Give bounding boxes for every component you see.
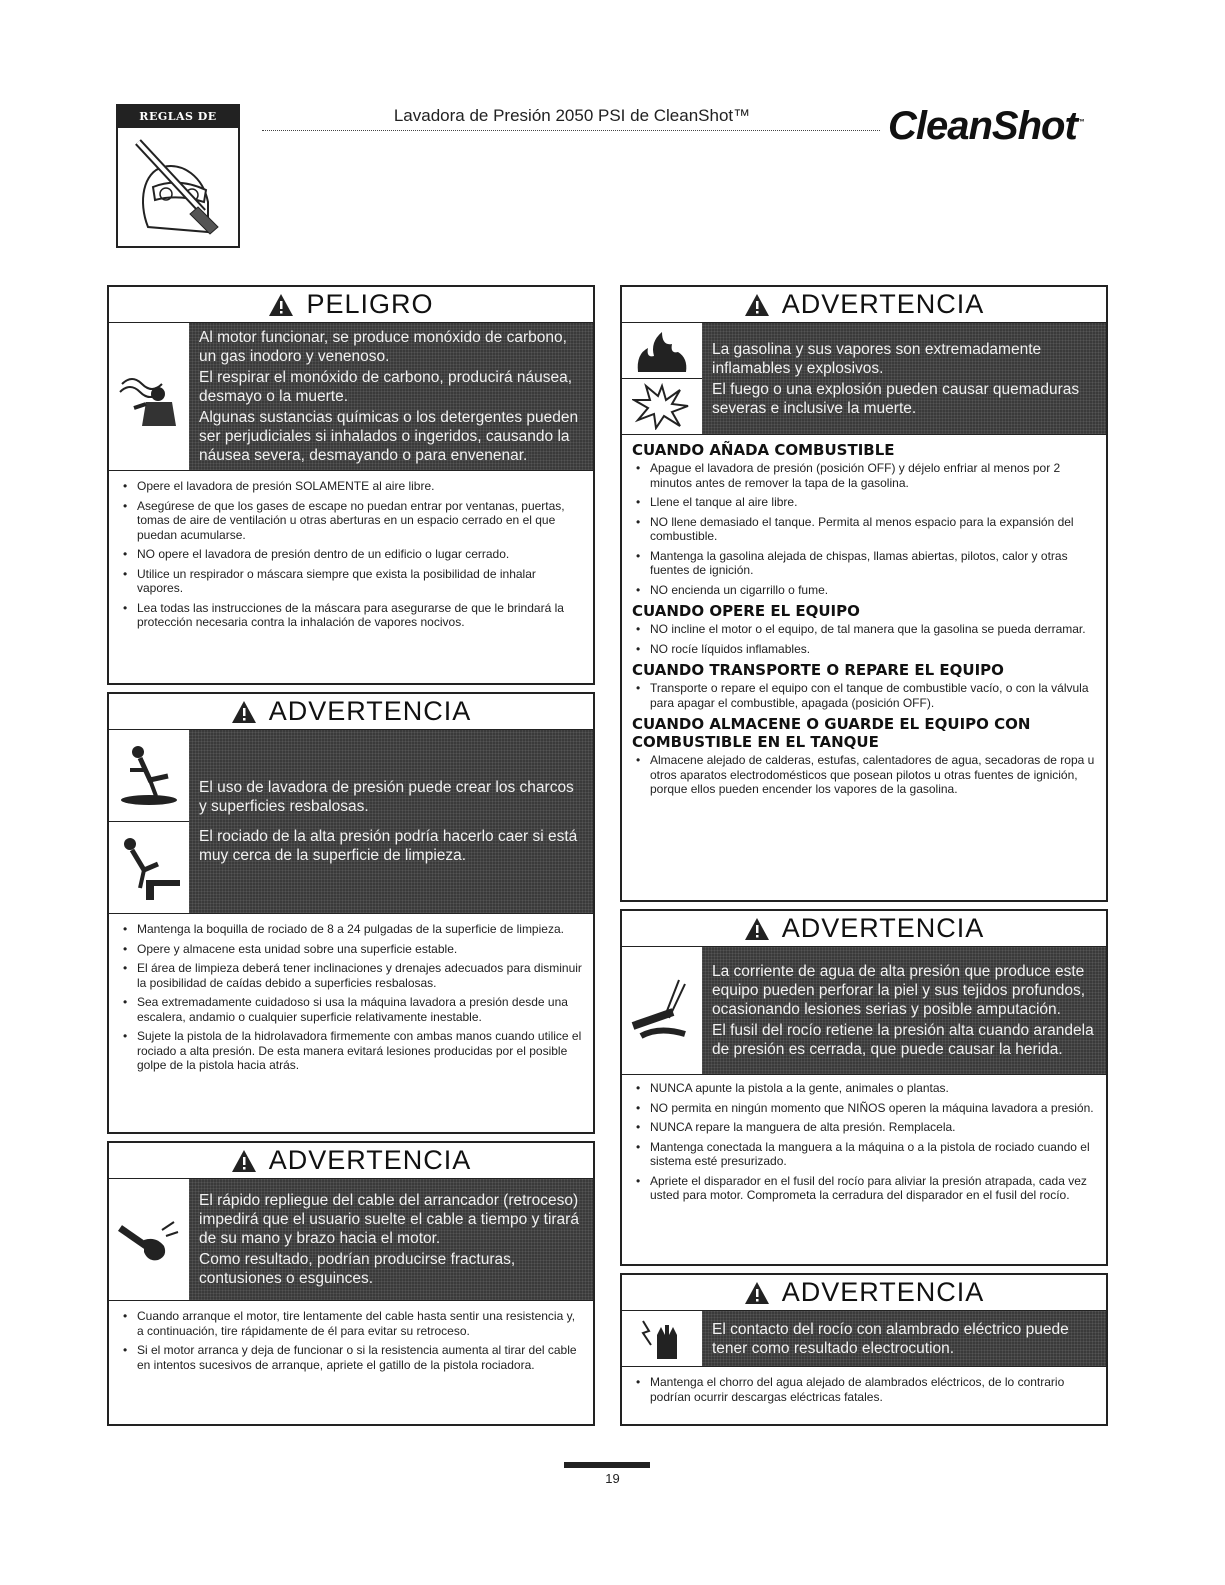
brand-logo: CleanShot™ [888, 104, 1084, 148]
list-item: • NO permita en ningún momento que NIÑOS operen la máquina lavadora a presión. [634, 1101, 1096, 1116]
danger-heading: PELIGRO [109, 287, 593, 323]
warning-triangle-icon [231, 1149, 257, 1173]
warning-fuel-message: La gasolina y sus vapores son extremadamente inflamables y explosivos. El fuego o una explosión pueden causar quemaduras severas e inclusive la muerte. [702, 323, 1106, 434]
list-item: • Sujete la pistola de la hidrolavadora firmemente con ambas manos cuando utilice el rociado a alta presión. De esta manera evitará lesiones producidas por el posible golpe de la pistola hacia atrás. [121, 1029, 583, 1073]
warning-electric-message: El contacto del rocío con alambrado eléctrico puede tener como resultado electrocution. [702, 1311, 1106, 1366]
warning-recoil-box [107, 1141, 595, 1426]
warning-triangle-icon [268, 293, 294, 317]
list-item: • Apriete el disparador en el fusil del rocío para aliviar la presión atrapada, cada vez usted para motor. Comprometa la cerradura del disparador en el fusil del rocío. [634, 1174, 1096, 1203]
list-item: • NO opere el lavadora de presión dentro de un edificio o lugar cerrado. [121, 547, 583, 562]
warning-slip-heading: ADVERTENCIA [109, 694, 593, 730]
slip-fall-icon [116, 740, 182, 810]
warning-spray-icons [622, 947, 702, 1074]
list-item: • Transporte o repare el equipo con el tanque de combustible vacío, o con la válvula para apagar el combustible, apagada (posición OFF). [634, 681, 1096, 710]
warning-triangle-icon [744, 917, 770, 941]
warning-spray-heading: ADVERTENCIA [622, 911, 1106, 947]
electric-shock-icon [637, 1315, 687, 1363]
fuel-transport-list [622, 679, 1106, 710]
safety-rules-badge [116, 104, 240, 248]
warning-spray-hazard-panel [622, 947, 1106, 1075]
title-divider [262, 130, 880, 131]
warning-recoil-heading: ADVERTENCIA [109, 1143, 593, 1179]
warning-spray-box [620, 909, 1108, 1266]
warning-triangle-icon [744, 1281, 770, 1305]
skin-injection-icon [629, 976, 695, 1046]
warning-electric-icons [622, 1311, 702, 1366]
list-item: • Opere y almacene esta unidad sobre una superficie estable. [121, 942, 583, 957]
explosion-icon [632, 382, 692, 430]
warning-slip-box [107, 692, 595, 1134]
warning-fuel-box [620, 285, 1108, 902]
list-item: • NO rocíe líquidos inflamables. [634, 642, 1096, 657]
section-heading: CUANDO OPERE EL EQUIPO [632, 602, 860, 620]
list-item: • NUNCA repare la manguera de alta presión. Remplacela. [634, 1120, 1096, 1135]
warning-recoil-icons [109, 1179, 189, 1300]
list-item: • El área de limpieza deberá tener inclinaciones y drenajes adecuados para disminuir la posibilidad de caídas debido a superficies resbalosas. [121, 961, 583, 990]
danger-icons [109, 323, 189, 470]
section-heading: CUANDO TRANSPORTE O REPARE EL EQUIPO [632, 661, 1004, 679]
list-item: • NUNCA apunte la pistola a la gente, animales o plantas. [634, 1081, 1096, 1096]
warning-spray-message: La corriente de agua de alta presión que produce este equipo pueden perforar la piel y sus tejidos profundos, ocasionando lesiones serias y posible amputación. El fusil del rocío retiene la presión alta cuando arandela de presión es cerrada, que puede causar la herida. [702, 947, 1106, 1074]
fumes-inhalation-icon [116, 364, 182, 430]
list-item: • Asegúrese de que los gases de escape no puedan entrar por ventanas, puertas, tomas de aire de ventilación u otras aberturas en un espacio cerrado en el que puedan acumularse. [121, 499, 583, 543]
warning-slip-hazard-panel [109, 730, 593, 914]
warning-recoil-hazard-panel [109, 1179, 593, 1301]
warning-electric-bullet-list [622, 1367, 1106, 1413]
warning-fuel-heading: ADVERTENCIA [622, 287, 1106, 323]
section-heading: CUANDO ALMACENE O GUARDE EL EQUIPO CON COMBUSTIBLE EN EL TANQUE [632, 715, 1031, 751]
list-item: • Utilice un respirador o máscara siempre que exista la posibilidad de inhalar vapores. [121, 567, 583, 596]
page-number: 19 [605, 1471, 620, 1486]
warning-slip-bullet-list [109, 914, 593, 1082]
list-item: • NO encienda un cigarrillo o fume. [634, 583, 1096, 598]
list-item: • Almacene alejado de calderas, estufas, calentadores de agua, secadoras de ropa u otros aparatos electrodomésticos que posean pilotos u otras fuentes de ignición, porque ellos pueden encender los vapores de la gasolina. [634, 753, 1096, 797]
fuel-adding-list [622, 459, 1106, 597]
list-item: • Cuando arranque el motor, tire lentamente del cable hasta sentir una resistencia y, a continuación, tire rápidamente de él para evitar su retroceso. [121, 1309, 583, 1338]
danger-message: Al motor funcionar, se produce monóxido de carbono, un gas inodoro y venenoso. El respirar el monóxido de carbono, producirá náusea, desmayo o la muerte. Algunas sustancias químicas o los detergentes pueden ser perjudiciales si inhalados o ingeridos, causando la náusea severa, desmayando o para envenenar. [189, 323, 593, 470]
recoil-hand-icon [116, 1210, 182, 1270]
badge-label: REGLAS DE SEGURIDAD [118, 106, 238, 128]
fire-icon [632, 326, 692, 374]
warning-electric-heading: ADVERTENCIA [622, 1275, 1106, 1311]
fuel-operating-list [622, 620, 1106, 656]
warning-spray-bullet-list [622, 1075, 1106, 1212]
warning-triangle-icon [231, 700, 257, 724]
list-item: • Mantenga conectada la manguera a la máquina o a la pistola de rociado cuando el sistema esté presurizado. [634, 1140, 1096, 1169]
warning-fuel-hazard-panel [622, 323, 1106, 435]
warning-electric-hazard-panel [622, 1311, 1106, 1367]
warning-slip-icons [109, 730, 189, 913]
warning-slip-message: El uso de lavadora de presión puede crear los charcos y superficies resbalosas. El rociado de la alta presión podría hacerlo caer si está muy cerca de la superficie de limpieza. [189, 730, 593, 913]
spray-knockdown-icon [116, 832, 182, 902]
danger-hazard-panel [109, 323, 593, 471]
warning-recoil-bullet-list [109, 1301, 593, 1381]
list-item: • NO llene demasiado el tanque. Permita al menos espacio para la expansión del combustible. [634, 515, 1096, 544]
list-item: • NO incline el motor o el equipo, de tal manera que la gasolina se pueda derramar. [634, 622, 1096, 637]
list-item: • Sea extremadamente cuidadoso si usa la máquina lavadora a presión desde una escalera, andamio o cualquier superficie relativamente inestable. [121, 995, 583, 1024]
warning-electric-box [620, 1273, 1108, 1426]
footer-bar [564, 1462, 650, 1468]
list-item: • Opere el lavadora de presión SOLAMENTE al aire libre. [121, 479, 583, 494]
section-heading: CUANDO AÑADA COMBUSTIBLE [632, 441, 895, 459]
list-item: • Apague el lavadora de presión (posición OFF) y déjelo enfriar al menos por 2 minutos antes de remover la tapa de la gasolina. [634, 461, 1096, 490]
danger-bullet-list [109, 471, 593, 639]
list-item: • Llene el tanque al aire libre. [634, 495, 1096, 510]
list-item: • Mantenga el chorro del agua alejado de alambrados eléctricos, de lo contrario podrían ocurrir descargas eléctricas fatales. [634, 1375, 1096, 1404]
warning-triangle-icon [744, 293, 770, 317]
warning-recoil-message: El rápido repliegue del cable del arrancador (retroceso) impedirá que el usuario suelte el cable a tiempo y tirará de su mano y brazo hacia el motor. Como resultado, podrían producirse fracturas, contusiones o esguinces. [189, 1179, 593, 1300]
list-item: • Mantenga la gasolina alejada de chispas, llamas abiertas, pilotos, calor y otras fuentes de ignición. [634, 549, 1096, 578]
fuel-storage-list [622, 751, 1106, 806]
list-item: • Lea todas las instrucciones de la máscara para asegurarse de que le brindará la protección necesaria contra la inhalación de vapores nocivos. [121, 601, 583, 630]
list-item: • Mantenga la boquilla de rociado de 8 a 24 pulgadas de la superficie de limpieza. [121, 922, 583, 937]
danger-box [107, 285, 595, 685]
document-title: Lavadora de Presión 2050 PSI de CleanShot™ [393, 106, 751, 125]
list-item: • Si el motor arranca y deja de funcionar o si la resistencia aumenta al tirar del cable en intentos sucesivos de arranque, apriete el gatillo de la pistola rociadora. [121, 1343, 583, 1372]
warning-fuel-icons [622, 323, 702, 434]
